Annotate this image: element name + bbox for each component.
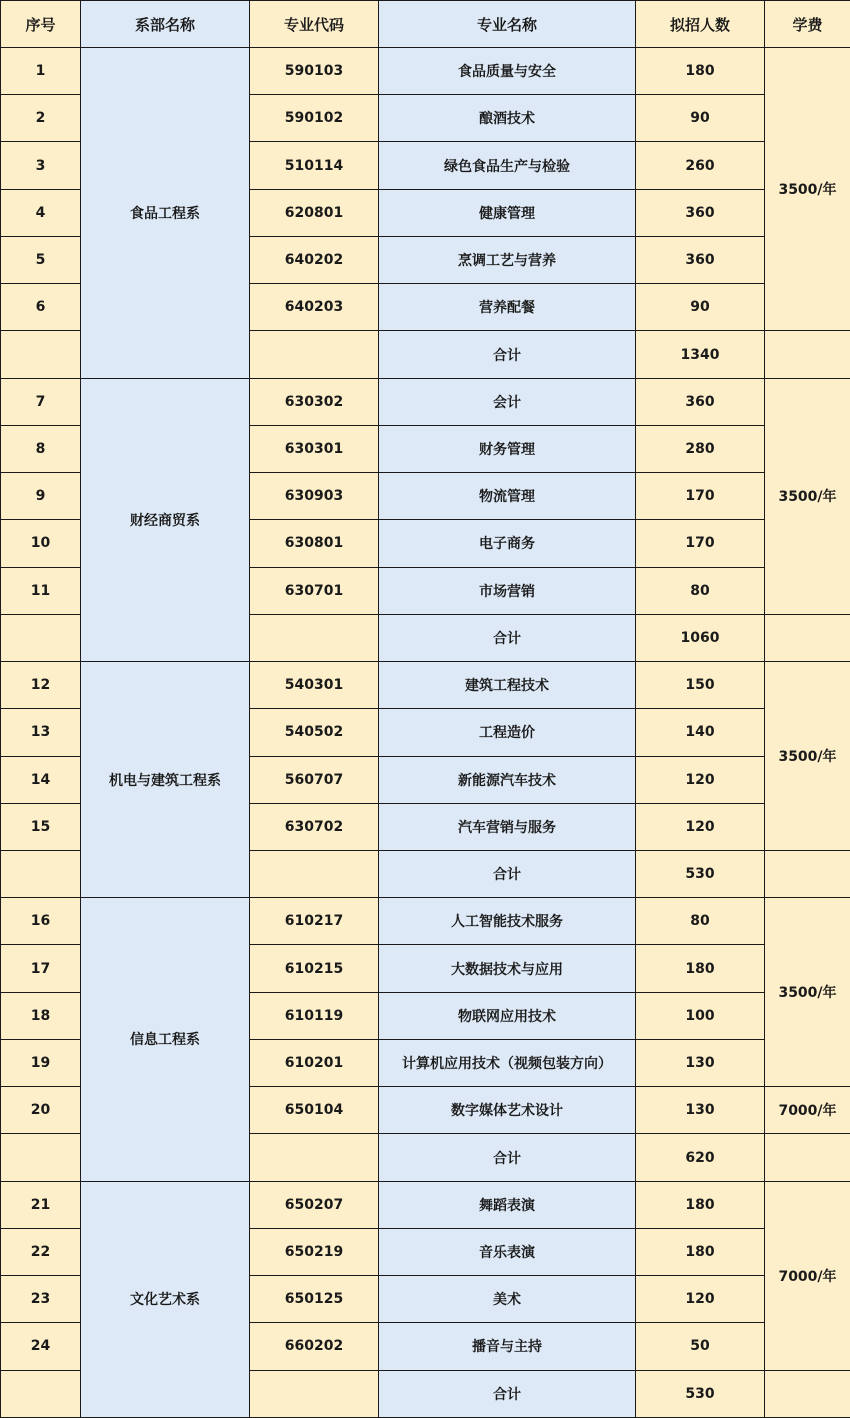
major-cell: 烹调工艺与营养 (379, 236, 636, 283)
seq-cell: 12 (1, 662, 81, 709)
fee-cell: 7000/年 (765, 1087, 850, 1134)
major-cell: 财务管理 (379, 425, 636, 472)
fee-cell: 3500/年 (765, 48, 850, 331)
seq-cell: 24 (1, 1323, 81, 1370)
subtotal-value: 1060 (636, 614, 765, 661)
code-cell: 640203 (250, 284, 379, 331)
quota-cell: 130 (636, 1087, 765, 1134)
header-dept: 系部名称 (81, 1, 250, 48)
quota-cell: 170 (636, 473, 765, 520)
quota-cell: 180 (636, 48, 765, 95)
quota-cell: 50 (636, 1323, 765, 1370)
seq-cell: 15 (1, 803, 81, 850)
quota-cell: 120 (636, 756, 765, 803)
quota-cell: 360 (636, 236, 765, 283)
table-row (1, 662, 850, 709)
header-quota: 拟招人数 (636, 1, 765, 48)
header-major: 专业名称 (379, 1, 636, 48)
major-cell: 营养配餐 (379, 284, 636, 331)
subtotal-label: 合计 (379, 850, 636, 897)
subtotal-fee-cell (765, 1370, 850, 1417)
seq-cell: 20 (1, 1087, 81, 1134)
code-cell: 590103 (250, 48, 379, 95)
quota-cell: 360 (636, 189, 765, 236)
major-cell: 建筑工程技术 (379, 662, 636, 709)
major-cell: 人工智能技术服务 (379, 898, 636, 945)
code-cell: 630801 (250, 520, 379, 567)
quota-cell: 120 (636, 803, 765, 850)
major-cell: 市场营销 (379, 567, 636, 614)
major-cell: 物联网应用技术 (379, 992, 636, 1039)
seq-cell: 23 (1, 1276, 81, 1323)
header-row (1, 1, 850, 48)
seq-cell: 9 (1, 473, 81, 520)
major-cell: 汽车营销与服务 (379, 803, 636, 850)
major-cell: 新能源汽车技术 (379, 756, 636, 803)
subtotal-label: 合计 (379, 614, 636, 661)
subtotal-fee-cell (765, 614, 850, 661)
seq-cell: 1 (1, 48, 81, 95)
subtotal-label: 合计 (379, 1134, 636, 1181)
seq-cell: 4 (1, 189, 81, 236)
code-cell: 660202 (250, 1323, 379, 1370)
quota-cell: 180 (636, 1228, 765, 1275)
code-cell: 590102 (250, 95, 379, 142)
subtotal-seq-cell (1, 1134, 81, 1181)
quota-cell: 360 (636, 378, 765, 425)
seq-cell: 10 (1, 520, 81, 567)
header-code: 专业代码 (250, 1, 379, 48)
header-seq: 序号 (1, 1, 81, 48)
quota-cell: 100 (636, 992, 765, 1039)
code-cell: 610217 (250, 898, 379, 945)
seq-cell: 6 (1, 284, 81, 331)
seq-cell: 16 (1, 898, 81, 945)
seq-cell: 3 (1, 142, 81, 189)
header-fee: 学费 (765, 1, 850, 48)
code-cell: 610119 (250, 992, 379, 1039)
subtotal-seq-cell (1, 614, 81, 661)
subtotal-fee-cell (765, 331, 850, 378)
fee-cell: 3500/年 (765, 662, 850, 851)
quota-cell: 130 (636, 1039, 765, 1086)
quota-cell: 120 (636, 1276, 765, 1323)
subtotal-value: 1340 (636, 331, 765, 378)
subtotal-fee-cell (765, 850, 850, 897)
subtotal-seq-cell (1, 1370, 81, 1417)
code-cell: 610201 (250, 1039, 379, 1086)
major-cell: 酿酒技术 (379, 95, 636, 142)
table-row (1, 1181, 850, 1228)
subtotal-code-cell (250, 1370, 379, 1417)
fee-cell: 7000/年 (765, 1181, 850, 1370)
major-cell: 计算机应用技术（视频包装方向） (379, 1039, 636, 1086)
seq-cell: 5 (1, 236, 81, 283)
quota-cell: 180 (636, 945, 765, 992)
code-cell: 630302 (250, 378, 379, 425)
subtotal-value: 530 (636, 850, 765, 897)
major-cell: 音乐表演 (379, 1228, 636, 1275)
code-cell: 620801 (250, 189, 379, 236)
quota-cell: 80 (636, 898, 765, 945)
major-cell: 会计 (379, 378, 636, 425)
code-cell: 560707 (250, 756, 379, 803)
code-cell: 650125 (250, 1276, 379, 1323)
seq-cell: 18 (1, 992, 81, 1039)
major-cell: 数字媒体艺术设计 (379, 1087, 636, 1134)
code-cell: 540301 (250, 662, 379, 709)
subtotal-fee-cell (765, 1134, 850, 1181)
seq-cell: 21 (1, 1181, 81, 1228)
code-cell: 610215 (250, 945, 379, 992)
major-cell: 健康管理 (379, 189, 636, 236)
major-cell: 物流管理 (379, 473, 636, 520)
code-cell: 650104 (250, 1087, 379, 1134)
quota-cell: 180 (636, 1181, 765, 1228)
quota-cell: 150 (636, 662, 765, 709)
dept-cell: 文化艺术系 (81, 1181, 250, 1417)
seq-cell: 7 (1, 378, 81, 425)
seq-cell: 11 (1, 567, 81, 614)
subtotal-code-cell (250, 850, 379, 897)
code-cell: 630903 (250, 473, 379, 520)
table-row (1, 378, 850, 425)
seq-cell: 2 (1, 95, 81, 142)
major-cell: 食品质量与安全 (379, 48, 636, 95)
seq-cell: 14 (1, 756, 81, 803)
dept-cell: 机电与建筑工程系 (81, 662, 250, 898)
major-cell: 工程造价 (379, 709, 636, 756)
subtotal-code-cell (250, 331, 379, 378)
major-cell: 舞蹈表演 (379, 1181, 636, 1228)
table-row (1, 898, 850, 945)
quota-cell: 170 (636, 520, 765, 567)
seq-cell: 19 (1, 1039, 81, 1086)
quota-cell: 90 (636, 284, 765, 331)
code-cell: 630702 (250, 803, 379, 850)
code-cell: 630301 (250, 425, 379, 472)
seq-cell: 22 (1, 1228, 81, 1275)
fee-cell: 3500/年 (765, 378, 850, 614)
quota-cell: 80 (636, 567, 765, 614)
seq-cell: 17 (1, 945, 81, 992)
code-cell: 640202 (250, 236, 379, 283)
major-cell: 大数据技术与应用 (379, 945, 636, 992)
subtotal-value: 620 (636, 1134, 765, 1181)
subtotal-seq-cell (1, 331, 81, 378)
code-cell: 650219 (250, 1228, 379, 1275)
quota-cell: 90 (636, 95, 765, 142)
table-body (1, 48, 850, 1418)
dept-cell: 财经商贸系 (81, 378, 250, 661)
quota-cell: 280 (636, 425, 765, 472)
dept-cell: 信息工程系 (81, 898, 250, 1181)
code-cell: 630701 (250, 567, 379, 614)
subtotal-code-cell (250, 1134, 379, 1181)
code-cell: 650207 (250, 1181, 379, 1228)
dept-cell: 食品工程系 (81, 48, 250, 379)
subtotal-value: 530 (636, 1370, 765, 1417)
quota-cell: 140 (636, 709, 765, 756)
fee-cell: 3500/年 (765, 898, 850, 1087)
seq-cell: 8 (1, 425, 81, 472)
subtotal-seq-cell (1, 850, 81, 897)
subtotal-label: 合计 (379, 331, 636, 378)
code-cell: 510114 (250, 142, 379, 189)
major-cell: 绿色食品生产与检验 (379, 142, 636, 189)
table-row (1, 48, 850, 95)
seq-cell: 13 (1, 709, 81, 756)
subtotal-label: 合计 (379, 1370, 636, 1417)
major-cell: 美术 (379, 1276, 636, 1323)
subtotal-code-cell (250, 614, 379, 661)
major-cell: 电子商务 (379, 520, 636, 567)
quota-cell: 260 (636, 142, 765, 189)
code-cell: 540502 (250, 709, 379, 756)
major-cell: 播音与主持 (379, 1323, 636, 1370)
